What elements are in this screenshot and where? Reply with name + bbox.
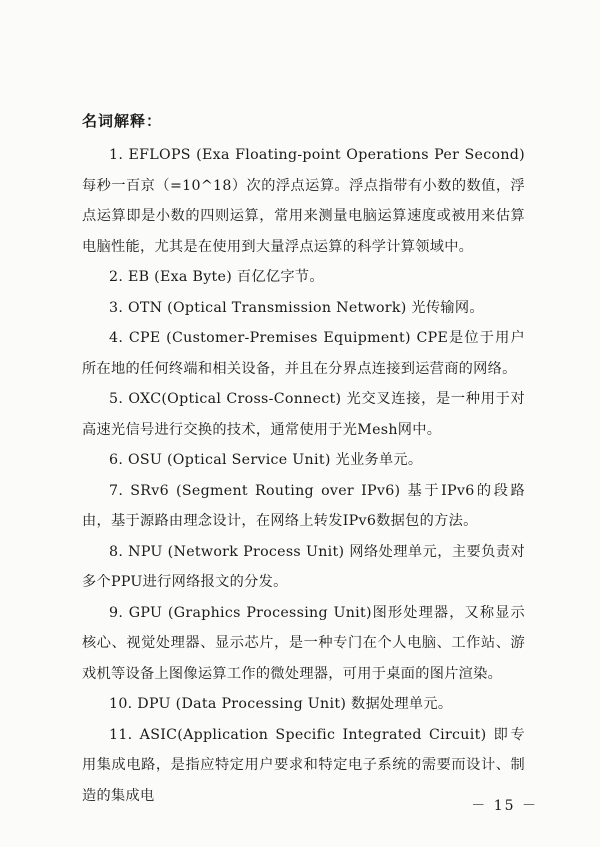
- glossary-entry-cpe: 4. CPE (Customer-Premises Equipment) CPE是位于用户所在地的任何终端和相关设备，并且在分界点连接到运营商的网络。: [82, 330, 525, 377]
- glossary-entry-eflops: 1. EFLOPS (Exa Floating-point Operations Per Second) 每秒一百京（=10^18）次的浮点运算。浮点指带有小数的数值，浮点运算即是小数的四则运算，常用来测量电脑运算速度或被用来估算电脑性能，尤其是在使用到大量浮点运算的科学计算领域中。: [82, 147, 525, 255]
- glossary-heading: 名词解释：: [82, 112, 163, 130]
- glossary-entry-srv6: 7. SRv6 (Segment Routing over IPv6) 基于IPv6的段路由，基于源路由理念设计，在网络上转发IPv6数据包的方法。: [82, 482, 525, 529]
- glossary-entry-oxc: 5. OXC(Optical Cross-Connect) 光交叉连接，是一种用于对高速光信号进行交换的技术，通常使用于光Mesh网中。: [82, 391, 525, 438]
- glossary-entry-eb: 2. EB (Exa Byte) 百亿亿字节。: [109, 269, 324, 285]
- glossary-entry-otn: 3. OTN (Optical Transmission Network) 光传输网。: [109, 299, 484, 316]
- glossary-entry-dpu: 10. DPU (Data Processing Unit) 数据处理单元。: [109, 696, 453, 712]
- glossary-entry-npu: 8. NPU (Network Process Unit) 网络处理单元，主要负责对多个PPU进行网络报文的分发。: [82, 543, 525, 590]
- glossary-entry-asic: 11. ASIC(Application Specific Integrated Circuit) 即专用集成电路，是指应特定用户要求和特定电子系统的需要而设计、制造的集成电: [82, 726, 525, 804]
- glossary-entry-osu: 6. OSU (Optical Service Unit) 光业务单元。: [109, 452, 423, 468]
- glossary-list: [82, 140, 525, 811]
- glossary-entry-gpu: 9. GPU (Graphics Processing Unit)图形处理器，又称显示核心、视觉处理器、显示芯片，是一种专门在个人电脑、工作站、游戏机等设备上图像运算工作的微处理器，可用于桌面的图片渲染。: [82, 604, 525, 682]
- page-number: － 15 －: [471, 798, 538, 814]
